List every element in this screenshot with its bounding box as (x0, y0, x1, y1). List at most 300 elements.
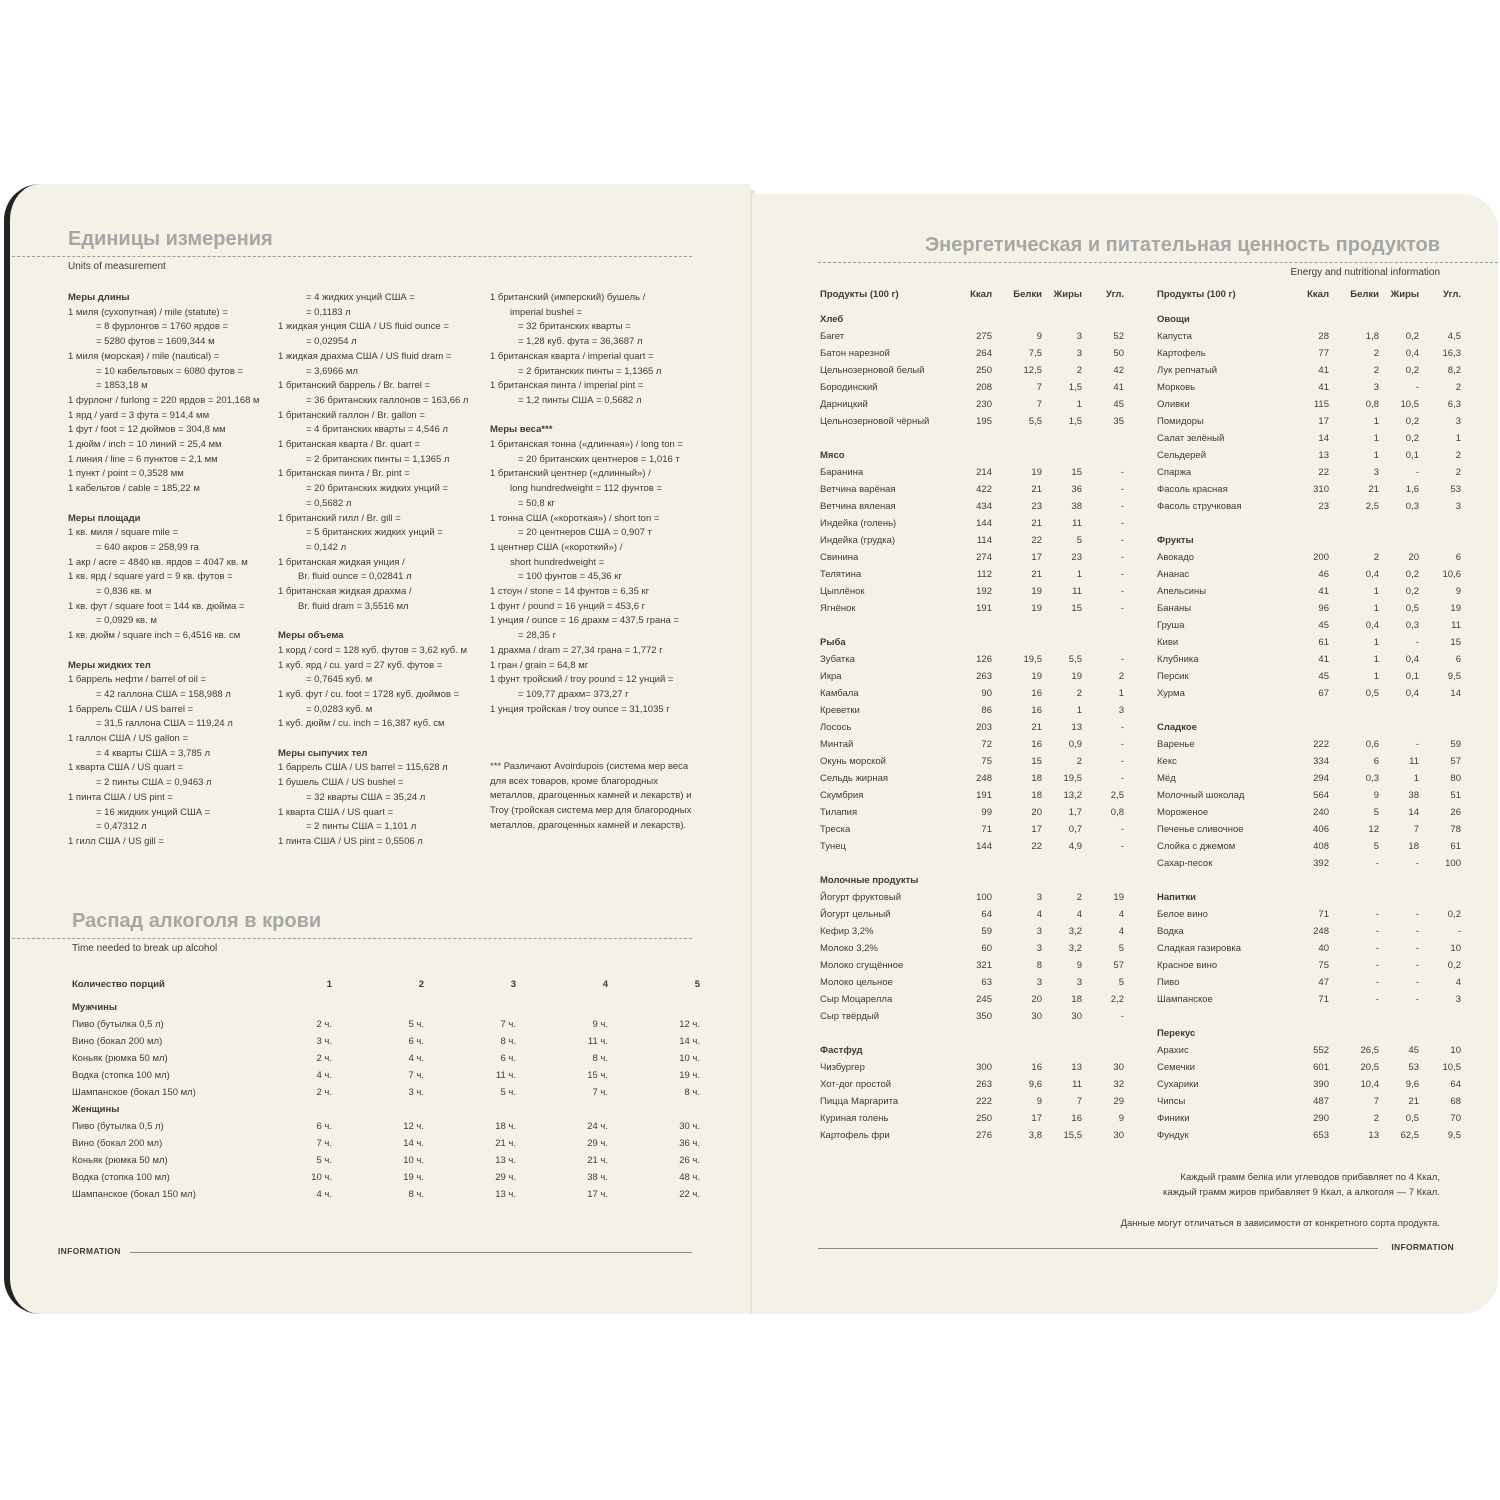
units-line: 1 миля (морская) / mile (nautical) = (68, 350, 220, 362)
nutrition-value-cell: 1 (1373, 450, 1379, 461)
nutrition-value-cell: 290 (1313, 1113, 1329, 1124)
nutrition-product-name: Пицца Маргарита (820, 1096, 899, 1107)
nutrition-value-cell: 100 (976, 892, 992, 903)
nutrition-product-name: Груша (1157, 620, 1185, 631)
nutrition-row (1157, 481, 1463, 498)
nutrition-category-row (1157, 1025, 1463, 1042)
calorie-note (1163, 1170, 1440, 1200)
nutrition-category-name: Молочные продукты (820, 875, 919, 886)
alcohol-header-col: 5 (694, 979, 700, 990)
alcohol-time-cell: 14 ч. (403, 1138, 424, 1149)
nutrition-value-cell: 1 (1373, 586, 1379, 597)
nutrition-row (1157, 1127, 1463, 1144)
nutrition-value-cell: - (1457, 926, 1461, 937)
nutrition-value-cell: 0,4 (1405, 348, 1419, 359)
nutrition-row (820, 974, 1126, 991)
nutrition-value-cell: - (1120, 518, 1124, 529)
units-line: 1 кв. миля / square mile = (68, 527, 179, 539)
nutrition-product-name: Хурма (1157, 688, 1185, 699)
nutrition-value-cell: 26 (1450, 807, 1461, 818)
alcohol-row (72, 1152, 702, 1169)
alcohol-time-cell: 48 ч. (679, 1172, 700, 1183)
nutrition-value-cell: 7 (1036, 382, 1042, 393)
nutrition-value-cell: 9 (1076, 960, 1082, 971)
nutrition-row (820, 1127, 1126, 1144)
nutrition-value-cell: 30 (1113, 1130, 1124, 1141)
nutrition-row (820, 923, 1126, 940)
nutrition-product-name: Телятина (820, 569, 862, 580)
nutrition-row (820, 838, 1126, 855)
nutrition-value-cell: 19 (1450, 603, 1461, 614)
units-line: long hundredweight = 112 фунтов = (510, 483, 663, 495)
units-line: 1 баррель нефти / barrel of oil = (68, 674, 206, 686)
nutrition-category-name: Сладкое (1157, 722, 1197, 733)
nutrition-row (820, 889, 1126, 906)
nutrition-product-name: Молочный шоколад (1157, 790, 1245, 801)
units-line: = 50,8 кг (518, 497, 555, 509)
nutrition-row (1157, 345, 1463, 362)
nutrition-value-cell: 10,5 (1400, 399, 1419, 410)
nutrition-value-cell: 45 (1113, 399, 1124, 410)
alcohol-group-row (72, 1101, 702, 1118)
alcohol-drink-label: Шампанское (бокал 150 мл) (72, 1189, 196, 1200)
nutrition-value-cell: - (1375, 858, 1379, 869)
nutrition-title-rule (818, 262, 1498, 263)
nutrition-value-cell: 2 (1455, 467, 1461, 478)
nutrition-product-name: Креветки (820, 705, 860, 716)
nutrition-value-cell: 26,5 (1360, 1045, 1379, 1056)
nutrition-value-cell: 6 (1455, 552, 1461, 563)
nutrition-value-cell: 1 (1373, 654, 1379, 665)
alcohol-time-cell: 2 ч. (316, 1087, 332, 1098)
alcohol-time-cell: 7 ч. (408, 1070, 424, 1081)
units-line: 1 дюйм / inch = 10 линий = 25,4 мм (68, 439, 222, 451)
nutrition-value-cell: 3 (1036, 926, 1042, 937)
nutrition-value-cell: 42 (1113, 365, 1124, 376)
nutrition-value-cell: 16 (1031, 739, 1042, 750)
alcohol-time-cell: 8 ч. (684, 1087, 700, 1098)
nutrition-value-cell: 72 (981, 739, 992, 750)
nutrition-product-name: Сахар-песок (1157, 858, 1213, 869)
nutrition-value-cell: 8,2 (1447, 365, 1461, 376)
nutrition-value-cell: 4,5 (1447, 331, 1461, 342)
calorie-note-line-1: Каждый грамм белка или углеводов прибавляет по 4 Ккал, (1180, 1172, 1440, 1183)
nutrition-product-name: Варенье (1157, 739, 1195, 750)
nutrition-row (1157, 379, 1463, 396)
nutrition-value-cell: 10,5 (1442, 1062, 1461, 1073)
nutrition-value-cell: 0,1 (1405, 671, 1419, 682)
nutrition-value-cell: 3 (1036, 892, 1042, 903)
alcohol-header-col: 2 (418, 979, 424, 990)
nutrition-value-cell: 0,3 (1405, 501, 1419, 512)
units-line: = 5 британских жидких унций = (306, 527, 443, 539)
units-line: 1 баррель США / US barrel = 115,628 л (278, 762, 448, 774)
nutrition-product-name: Баранина (820, 467, 864, 478)
nutrition-value-cell: 422 (976, 484, 992, 495)
nutrition-value-cell: 10,6 (1442, 569, 1461, 580)
nutrition-value-cell: - (1120, 467, 1124, 478)
nutrition-row (820, 566, 1126, 583)
nutrition-value-cell: 30 (1031, 1011, 1042, 1022)
nutrition-row (1157, 957, 1463, 974)
alcohol-time-cell: 12 ч. (679, 1019, 700, 1030)
nutrition-value-cell: 21 (1031, 722, 1042, 733)
nutrition-value-cell: 45 (1318, 620, 1329, 631)
units-line: = 20 британских центнеров = 1,016 т (518, 453, 680, 465)
nutrition-product-name: Скумбрия (820, 790, 864, 801)
units-line: 1 гран / grain = 64,8 мг (490, 659, 589, 671)
alcohol-time-cell: 6 ч. (316, 1121, 332, 1132)
nutrition-value-cell: - (1120, 586, 1124, 597)
nutrition-value-cell: 11 (1072, 1079, 1082, 1090)
nutrition-product-name: Цыплёнок (820, 586, 865, 597)
nutrition-value-cell: 96 (1318, 603, 1329, 614)
nutrition-row (1157, 1093, 1463, 1110)
nutrition-value-cell: 53 (1450, 484, 1461, 495)
nutrition-value-cell: 100 (1445, 858, 1461, 869)
nutrition-category-name: Рыба (820, 637, 846, 648)
alcohol-time-cell: 26 ч. (679, 1155, 700, 1166)
nutrition-product-name: Кефир 3,2% (820, 926, 874, 937)
nutrition-row (820, 685, 1126, 702)
nutrition-value-cell: 0,4 (1365, 569, 1379, 580)
right-footer-rule (818, 1248, 1378, 1249)
nutrition-value-cell: 4 (1118, 909, 1124, 920)
nutrition-value-cell: 321 (976, 960, 992, 971)
nutrition-row (1157, 549, 1463, 566)
nutrition-value-cell: 3 (1455, 501, 1461, 512)
nutrition-value-cell: 59 (1450, 739, 1461, 750)
nutrition-value-cell: 15 (1450, 637, 1461, 648)
nutrition-value-cell: 41 (1318, 382, 1329, 393)
nutrition-table-left (820, 286, 1126, 1161)
nutrition-value-cell: 2 (1373, 552, 1379, 563)
units-line: = 109,77 драхм= 373,27 г (518, 688, 629, 700)
nutrition-value-cell: 1 (1373, 671, 1379, 682)
alcohol-drink-label: Шампанское (бокал 150 мл) (72, 1087, 196, 1098)
nutrition-value-cell: 3 (1076, 331, 1082, 342)
nutrition-value-cell: 263 (976, 1079, 992, 1090)
nutrition-value-cell: 487 (1313, 1096, 1329, 1107)
nutrition-row (1157, 413, 1463, 430)
units-line: 1 пинта США / US pint = 0,5506 л (278, 835, 423, 847)
nutrition-value-cell: 16 (1071, 1113, 1082, 1124)
alcohol-time-cell: 5 ч. (316, 1155, 332, 1166)
nutrition-value-cell: 1,8 (1365, 331, 1379, 342)
nutrition-row (820, 821, 1126, 838)
nutrition-value-cell: - (1375, 977, 1379, 988)
nutrition-value-cell: 20,5 (1360, 1062, 1379, 1073)
nutrition-row (820, 651, 1126, 668)
nutrition-value-cell: 274 (976, 552, 992, 563)
nutrition-value-cell: 20 (1408, 552, 1419, 563)
nutrition-value-cell: 41 (1113, 382, 1124, 393)
nutrition-value-cell: 2 (1076, 365, 1082, 376)
units-spacer (68, 644, 273, 659)
nutrition-row (820, 719, 1126, 736)
nutrition-row (820, 940, 1126, 957)
nutrition-row (1157, 787, 1463, 804)
nutrition-value-cell: 51 (1450, 790, 1461, 801)
units-line: 1 унция тройская / troy ounce = 31,1035 г (490, 703, 670, 715)
nutrition-value-cell: 0,3 (1365, 773, 1379, 784)
nutrition-value-cell: 6 (1373, 756, 1379, 767)
nutrition-row (1157, 770, 1463, 787)
nutrition-row (1157, 906, 1463, 923)
nutrition-value-cell: 3 (1118, 705, 1124, 716)
nutrition-value-cell: 2 (1373, 365, 1379, 376)
units-line: = 16 жидких унций США = (96, 806, 211, 818)
nutrition-value-cell: 7 (1036, 399, 1042, 410)
nutrition-category-row (1157, 719, 1463, 736)
nutrition-header-col: Ккал (1307, 289, 1329, 300)
nutrition-value-cell: 14 (1408, 807, 1419, 818)
nutrition-value-cell: - (1415, 467, 1419, 478)
alcohol-time-cell: 11 ч. (495, 1070, 516, 1081)
units-line: 1 центнер США («короткий») / (490, 541, 623, 553)
units-line: = 36 британских галлонов = 163,66 л (306, 394, 469, 406)
alcohol-row (72, 1169, 702, 1186)
alcohol-time-cell: 21 ч. (495, 1138, 516, 1149)
nutrition-category-name: Фастфуд (820, 1045, 863, 1056)
alcohol-time-cell: 8 ч. (500, 1036, 516, 1047)
nutrition-value-cell: 0,2 (1405, 416, 1419, 427)
nutrition-group-spacer (820, 1025, 1126, 1042)
weights-footnote: *** Различают Avoirdupois (система мер веса для всех товаров, кроме благородных металлов, драгоценных камней и лекарств) и Troy (тройская система мер для благородных металлов, драгоценных камней и лекарств). (490, 761, 692, 831)
nutrition-value-cell: 5,5 (1028, 416, 1042, 427)
nutrition-category-row (820, 1042, 1126, 1059)
nutrition-product-name: Молоко 3,2% (820, 943, 878, 954)
nutrition-category-name: Хлеб (820, 314, 844, 325)
nutrition-value-cell: 7 (1373, 1096, 1379, 1107)
nutrition-value-cell: 276 (976, 1130, 992, 1141)
units-line: 1 фунт / pound = 16 унций = 453,6 г (490, 600, 646, 612)
alcohol-time-cell: 21 ч. (587, 1155, 608, 1166)
units-line: 1 британский (имперский) бушель / (490, 292, 646, 303)
units-line: 1 британская кварта / imperial quart = (490, 350, 654, 362)
units-line: 1 куб. фут / cu. foot = 1728 куб. дюймов = (278, 688, 460, 700)
nutrition-value-cell: 300 (976, 1062, 992, 1073)
nutrition-category-row (1157, 532, 1463, 549)
nutrition-header-col: Ккал (970, 289, 992, 300)
nutrition-value-cell: 13,2 (1063, 790, 1082, 801)
alcohol-time-cell: 14 ч. (679, 1036, 700, 1047)
nutrition-row (1157, 923, 1463, 940)
nutrition-value-cell: 0,2 (1405, 365, 1419, 376)
nutrition-value-cell: 86 (981, 705, 992, 716)
alcohol-time-cell: 9 ч. (592, 1019, 608, 1030)
nutrition-product-name: Лосось (820, 722, 852, 733)
alcohol-row (72, 1033, 702, 1050)
nutrition-value-cell: 250 (976, 1113, 992, 1124)
alcohol-title-rule (12, 938, 692, 939)
nutrition-value-cell: 17 (1318, 416, 1329, 427)
nutrition-value-cell: 126 (976, 654, 992, 665)
nutrition-value-cell: 0,3 (1405, 620, 1419, 631)
nutrition-value-cell: 0,4 (1365, 620, 1379, 631)
nutrition-value-cell: - (1120, 773, 1124, 784)
units-line: 1 жидкая унция США / US fluid ounce = (278, 321, 449, 333)
alcohol-time-cell: 2 ч. (316, 1019, 332, 1030)
nutrition-category-row (1157, 311, 1463, 328)
units-line: 1 кв. дюйм / square inch = 6,4516 кв. см (68, 630, 241, 642)
alcohol-time-cell: 13 ч. (495, 1189, 516, 1200)
nutrition-value-cell: 0,1 (1405, 450, 1419, 461)
nutrition-row (820, 345, 1126, 362)
nutrition-value-cell: 18 (1031, 790, 1042, 801)
nutrition-row (820, 515, 1126, 532)
units-line: = 8 фурлонгов = 1760 ярдов = (96, 321, 229, 333)
units-line: = 640 акров = 258,99 га (96, 541, 199, 553)
alcohol-row (72, 1067, 702, 1084)
nutrition-row (820, 1008, 1126, 1025)
nutrition-product-name: Сыр твёрдый (820, 1011, 880, 1022)
nutrition-value-cell: 13 (1071, 722, 1082, 733)
nutrition-value-cell: 4 (1076, 909, 1082, 920)
units-line: 1 британская пинта / Br. pint = (278, 468, 410, 480)
nutrition-product-name: Белое вино (1157, 909, 1208, 920)
units-line: = 4 кварты США = 3,785 л (96, 747, 211, 759)
units-line: 1 британский баррель / Br. barrel = (278, 380, 431, 392)
alcohol-row (72, 1135, 702, 1152)
nutrition-product-name: Водка (1157, 926, 1184, 937)
nutrition-value-cell: - (1120, 501, 1124, 512)
nutrition-value-cell: 15 (1071, 603, 1082, 614)
nutrition-row (820, 362, 1126, 379)
units-line: = 20 британских жидких унций = (306, 483, 449, 495)
units-line: = 32 кварты США = 35,24 л (306, 791, 426, 803)
nutrition-value-cell: 30 (1071, 1011, 1082, 1022)
nutrition-value-cell: 0,8 (1110, 807, 1124, 818)
nutrition-value-cell: 0,7 (1068, 824, 1082, 835)
nutrition-row (820, 549, 1126, 566)
nutrition-row (1157, 430, 1463, 447)
nutrition-value-cell: 59 (981, 926, 992, 937)
alcohol-time-cell: 36 ч. (679, 1138, 700, 1149)
alcohol-time-cell: 22 ч. (679, 1189, 700, 1200)
data-variance-note: Данные могут отличаться в зависимости от конкретного сорта продукта. (1120, 1218, 1440, 1229)
nutrition-value-cell: 8 (1036, 960, 1042, 971)
units-line: 1 фут / foot = 12 дюймов = 304,8 мм (68, 424, 226, 436)
nutrition-value-cell: 45 (1318, 671, 1329, 682)
nutrition-value-cell: 71 (981, 824, 992, 835)
nutrition-value-cell: 99 (981, 807, 992, 818)
nutrition-value-cell: - (1120, 1011, 1124, 1022)
nutrition-value-cell: 144 (976, 841, 992, 852)
nutrition-value-cell: 19 (1031, 671, 1042, 682)
alcohol-header-col: 3 (510, 979, 516, 990)
alcohol-time-cell: 7 ч. (316, 1138, 332, 1149)
nutrition-row (820, 702, 1126, 719)
nutrition-product-name: Сыр Моцарелла (820, 994, 893, 1005)
nutrition-row (820, 481, 1126, 498)
nutrition-value-cell: 20 (1031, 994, 1042, 1005)
units-line: 1 куб. дюйм / cu. inch = 16,387 куб. см (278, 718, 445, 730)
nutrition-value-cell: 248 (976, 773, 992, 784)
nutrition-subtitle: Energy and nutritional information (1290, 267, 1440, 278)
nutrition-value-cell: 3 (1455, 416, 1461, 427)
nutrition-group-spacer (820, 617, 1126, 634)
nutrition-value-cell: 35 (1113, 416, 1124, 427)
nutrition-value-cell: 68 (1450, 1096, 1461, 1107)
alcohol-group-row (72, 999, 702, 1016)
nutrition-value-cell: 1,5 (1068, 382, 1082, 393)
nutrition-product-name: Йогурт цельный (820, 909, 891, 920)
nutrition-value-cell: - (1375, 960, 1379, 971)
nutrition-group-spacer (820, 430, 1126, 447)
nutrition-value-cell: 32 (1113, 1079, 1124, 1090)
nutrition-row (820, 736, 1126, 753)
nutrition-value-cell: 214 (976, 467, 992, 478)
nutrition-value-cell: - (1375, 926, 1379, 937)
nutrition-value-cell: 9,5 (1447, 671, 1461, 682)
nutrition-category-name: Фрукты (1157, 535, 1194, 546)
nutrition-value-cell: 28 (1318, 331, 1329, 342)
units-line: = 4 британских кварты = 4,546 л (306, 424, 448, 436)
units-line: = 0,0929 кв. м (96, 615, 157, 627)
nutrition-product-name: Зубатка (820, 654, 855, 665)
nutrition-row (1157, 940, 1463, 957)
units-line: 1 фурлонг / furlong = 220 ярдов = 201,168 м (68, 394, 260, 406)
nutrition-value-cell: 250 (976, 365, 992, 376)
nutrition-value-cell: 2 (1455, 450, 1461, 461)
nutrition-value-cell: 21 (1368, 484, 1379, 495)
nutrition-value-cell: 0,2 (1405, 433, 1419, 444)
nutrition-value-cell: 57 (1450, 756, 1461, 767)
nutrition-value-cell: 21 (1408, 1096, 1419, 1107)
nutrition-value-cell: 2,5 (1110, 790, 1124, 801)
alcohol-row (72, 1186, 702, 1203)
nutrition-category-row (820, 447, 1126, 464)
nutrition-value-cell: 222 (976, 1096, 992, 1107)
nutrition-value-cell: 9 (1036, 331, 1042, 342)
alcohol-time-cell: 3 ч. (316, 1036, 332, 1047)
alcohol-time-cell: 13 ч. (495, 1155, 516, 1166)
nutrition-value-cell: 60 (981, 943, 992, 954)
nutrition-value-cell: - (1375, 909, 1379, 920)
nutrition-row (1157, 855, 1463, 872)
nutrition-row (1157, 447, 1463, 464)
nutrition-value-cell: 0,5 (1405, 603, 1419, 614)
alcohol-drink-label: Водка (стопка 100 мл) (72, 1070, 170, 1081)
nutrition-product-name: Индейка (грудка) (820, 535, 896, 546)
nutrition-value-cell: - (1120, 824, 1124, 835)
nutrition-value-cell: 2 (1373, 348, 1379, 359)
nutrition-value-cell: 3,8 (1028, 1130, 1042, 1141)
nutrition-value-cell: - (1415, 858, 1419, 869)
units-spacer (278, 732, 488, 747)
nutrition-value-cell: 408 (1313, 841, 1329, 852)
units-line: 1 кварта США / US quart = (278, 806, 394, 818)
units-section-heading: Меры сыпучих тел (278, 747, 368, 759)
nutrition-row (820, 600, 1126, 617)
nutrition-value-cell: 16 (1031, 705, 1042, 716)
units-line: 1 унция / ounce = 16 драхм = 437,5 грана = (490, 615, 680, 627)
nutrition-product-name: Чизбургер (820, 1062, 865, 1073)
nutrition-row (820, 1076, 1126, 1093)
nutrition-row (1157, 617, 1463, 634)
nutrition-value-cell: - (1375, 943, 1379, 954)
nutrition-value-cell: 18 (1408, 841, 1419, 852)
nutrition-value-cell: 40 (1318, 943, 1329, 954)
nutrition-value-cell: 334 (1313, 756, 1329, 767)
alcohol-time-cell: 5 ч. (408, 1019, 424, 1030)
nutrition-value-cell: - (1120, 756, 1124, 767)
nutrition-value-cell: 1 (1076, 399, 1082, 410)
nutrition-value-cell: 1 (1118, 688, 1124, 699)
nutrition-product-name: Апельсины (1157, 586, 1207, 597)
nutrition-value-cell: 392 (1313, 858, 1329, 869)
